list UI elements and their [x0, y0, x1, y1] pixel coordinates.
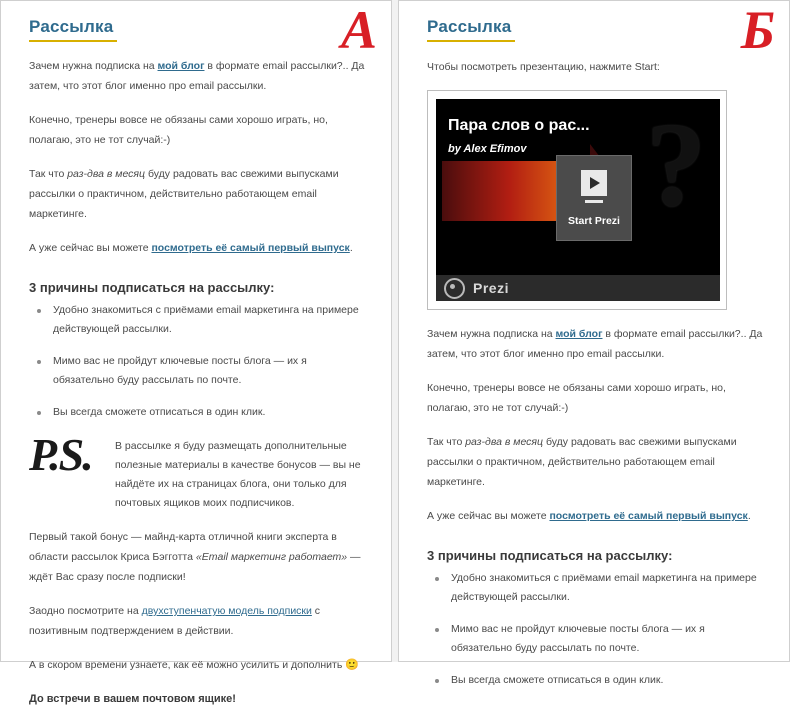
blog-link-b[interactable]: мой блог: [555, 328, 603, 340]
start-prezi-button[interactable]: [556, 155, 632, 241]
variant-b-panel: [398, 0, 790, 686]
double-optin-link-a[interactable]: двухступенчатую модель подписки: [141, 605, 312, 617]
reasons-heading-a: 3 причины подписаться на рассылку:: [29, 280, 275, 295]
paragraph-first-issue-b: А уже сейчас вы можете посмотреть её самый первый выпуск.: [427, 510, 751, 522]
list-item: Мимо вас не пройдут ключевые посты блога — их я обязательно буду рассылать по почте.: [49, 352, 369, 390]
title-underline-a: [29, 40, 117, 42]
variant-a-letter: А: [340, 0, 377, 60]
prezi-canvas[interactable]: [436, 99, 720, 279]
paragraph-soon-a: А в скором времени узнаете, как её можно усилить и дополнить 🙂: [29, 659, 359, 671]
paragraph-frequency-a: Так что раз-два в месяц буду радовать вас свежими выпусками рассылки о практичном, действительно работающем email маркетинге.: [29, 168, 339, 220]
reasons-list-a: [29, 301, 369, 422]
paragraph-intro-a: Зачем нужна подписка на мой блог в формате email рассылки?.. Да затем, что этот блог именно про email рассылки.: [29, 60, 365, 92]
prezi-logo-icon: [444, 278, 465, 299]
paragraph-coaches-b: Конечно, тренеры вовсе не обязаны сами хорошо играть, но, полагаю, это не тот случай:-): [427, 382, 726, 414]
play-base-icon: [585, 200, 603, 203]
smile-icon: 🙂: [345, 659, 359, 671]
frequency-emphasis-a: раз-два в месяц: [67, 168, 146, 180]
blog-link-a[interactable]: мой блог: [157, 60, 205, 72]
list-item: Вы всегда сможете отписаться в один клик.: [49, 403, 369, 422]
reasons-list-b: [427, 569, 767, 690]
play-icon: [581, 170, 607, 196]
question-mark-icon: ?: [646, 98, 706, 231]
first-issue-link-b[interactable]: посмотреть её самый первый выпуск: [549, 510, 748, 522]
list-item: Мимо вас не пройдут ключевые посты блога — их я обязательно буду рассылать по почте.: [447, 620, 767, 658]
prezi-toolbar[interactable]: [436, 275, 720, 301]
prezi-author: by Alex Efimov: [448, 143, 527, 155]
paragraph-frequency-b: Так что раз-два в месяц буду радовать вас свежими выпусками рассылки о практичном, действительно работающем email маркетинге.: [427, 436, 737, 488]
title-underline-b: [427, 40, 515, 42]
frequency-emphasis-b: раз-два в месяц: [465, 436, 544, 448]
variant-a-panel: [0, 0, 392, 705]
page-title-b: Рассылка: [427, 17, 512, 36]
ps-text-a: В рассылке я буду размещать дополнительные полезные материалы в качестве бонусов — вы не найдёте их на страницах блога, они только для почтовых ящиков моих подписчиков.: [115, 440, 361, 509]
first-issue-link-a[interactable]: посмотреть её самый первый выпуск: [151, 242, 350, 254]
list-item: Удобно знакомиться с приёмами email маркетинга на примере действующей рассылки.: [49, 301, 369, 339]
paragraph-first-issue-a: А уже сейчас вы можете посмотреть её самый первый выпуск.: [29, 242, 353, 254]
ps-block-a: [29, 429, 369, 513]
page-title-a: Рассылка: [29, 17, 114, 36]
list-item: Удобно знакомиться с приёмами email маркетинга на примере действующей рассылки.: [447, 569, 767, 607]
paragraph-bonus-a: Первый такой бонус — майнд-карта отличной книги эксперта в области рассылок Криса Бэгготта «Email маркетинг работает» — ждёт Вас сразу после подписки!: [29, 531, 361, 583]
list-item: Вы всегда сможете отписаться в один клик.: [447, 671, 767, 690]
ps-icon: P.S.: [29, 429, 92, 480]
prezi-prompt-b: Чтобы посмотреть презентацию, нажмите Start:: [427, 61, 660, 73]
prezi-title: Пара слов о рас...: [448, 117, 590, 134]
paragraph-coaches-a: Конечно, тренеры вовсе не обязаны сами хорошо играть, но, полагаю, это не тот случай:-): [29, 114, 328, 146]
paragraph-intro-b: Зачем нужна подписка на мой блог в формате email рассылки?.. Да затем, что этот блог именно про email рассылки.: [427, 328, 763, 360]
book-title-a: «Email маркетинг работает»: [195, 551, 348, 563]
variant-b-letter: Б: [740, 0, 775, 60]
paragraph-double-optin-a: Заодно посмотрите на двухступенчатую модель подписки с позитивным подтверждением в действии.: [29, 605, 321, 637]
prezi-embed[interactable]: [427, 90, 727, 310]
prezi-logo-text: Prezi: [473, 280, 509, 296]
start-prezi-label: Start Prezi: [568, 215, 620, 227]
closing-line-a: До встречи в вашем почтовом ящике!: [29, 693, 236, 705]
reasons-heading-b: 3 причины подписаться на рассылку:: [427, 548, 673, 563]
